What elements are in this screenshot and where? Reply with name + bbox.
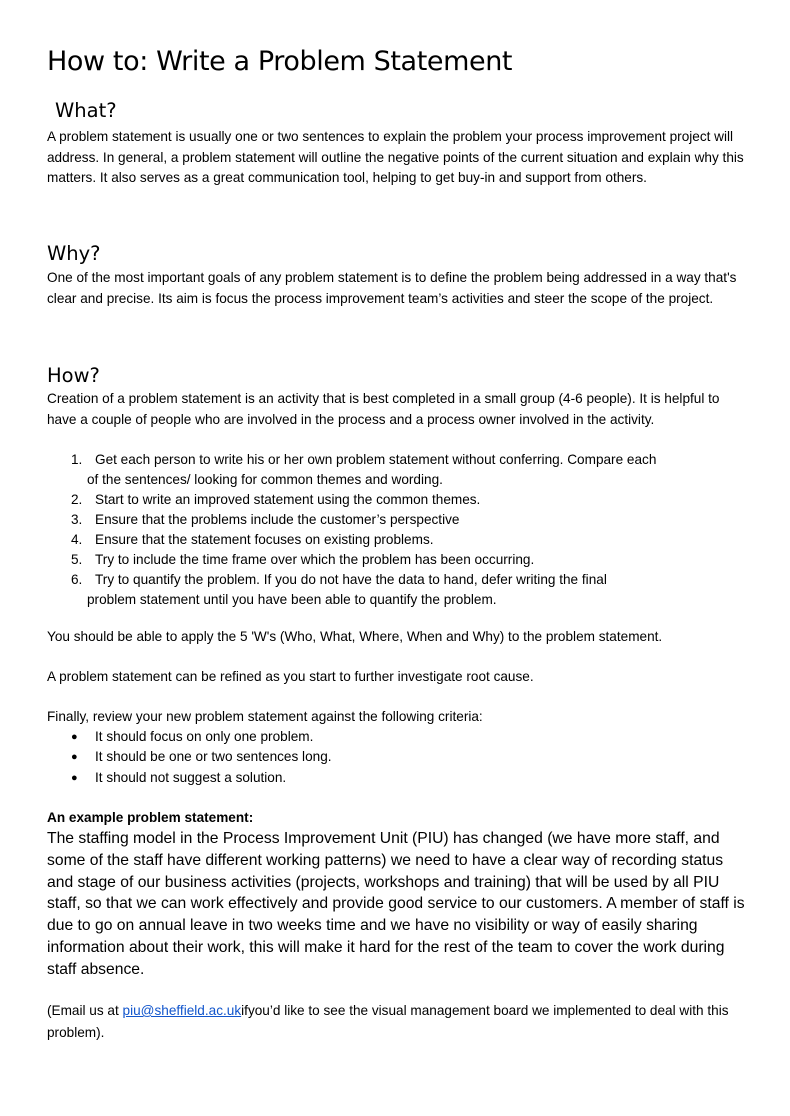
list-item: [47, 768, 747, 788]
criterion-text: It should not suggest a solution.: [95, 769, 287, 785]
step-continuation: problem statement until you have been able to quantify the problem.: [87, 592, 497, 607]
what-body: A problem statement is usually one or two sentences to explain the problem your process improvement project will address. In general, a problem statement will outline the negative points of the current situation and explain why this matters. It also serves as a great communication tool, helping to get buy-in and support from others.: [47, 129, 744, 185]
bullet-icon: ●: [71, 771, 78, 784]
how-intro: Creation of a problem statement is an activity that is best completed in a small group (4-6 people). It is helpful to have a couple of people who are involved in the process and a process owner involved in the activity.: [47, 391, 720, 427]
finally-paragraph: Finally, review your new problem statement against the following criteria:: [47, 709, 483, 724]
why-body: One of the most important goals of any problem statement is to define the problem being addressed in a way that's clear and precise. Its aim is focus the process improvement team’s activities and steer the scope of the project.: [47, 270, 737, 306]
contact-suffix: ifyou’d like to see the visual management board we implemented to deal with this problem).: [47, 1003, 729, 1040]
step-text: Ensure that the problems include the customer’s perspective: [95, 512, 460, 527]
step-text: Try to quantify the problem. If you do not have the data to hand, defer writing the final: [95, 572, 607, 587]
steps-list: [47, 450, 747, 610]
example-body: The staffing model in the Process Improvement Unit (PIU) has changed (we have more staff, and some of the staff have different working patterns) we need to have a clear way of recording status and stage of our business activities (projects, workshops and training) that will be used by all PIU staff, so that we can work effectively and provide good service to our customers. A member of staff is due to go on annual leave in two weeks time and we have no visibility or way of easily sharing information about their work, this will make it hard for the rest of the team to cover the work during staff absence.: [47, 830, 745, 978]
step-text: Get each person to write his or her own problem statement without conferring. Compare each: [95, 452, 657, 467]
bullet-icon: ●: [71, 731, 78, 743]
how-heading: How?: [47, 364, 100, 387]
criterion-text: It should focus on only one problem.: [95, 729, 314, 744]
email-link[interactable]: piu@sheffield.ac.uk: [122, 1003, 242, 1018]
list-item: [47, 490, 747, 510]
step-text: Ensure that the statement focuses on existing problems.: [95, 532, 434, 547]
five-ws-paragraph: You should be able to apply the 5 'W's (Who, What, Where, When and Why) to the problem statement.: [47, 629, 663, 644]
why-heading: Why?: [47, 242, 101, 265]
step-number: 1.: [71, 452, 83, 467]
list-item: [47, 530, 747, 550]
list-item: [47, 570, 747, 610]
contact-prefix: (Email us at: [47, 1003, 123, 1018]
list-item: [47, 450, 747, 490]
example-heading: An example problem statement:: [47, 810, 254, 825]
criteria-list: [47, 727, 747, 788]
step-text: Try to include the time frame over which the problem has been occurring.: [95, 552, 535, 567]
contact-paragraph: [47, 1000, 747, 1044]
list-item: [47, 550, 747, 570]
refined-paragraph: A problem statement can be refined as you start to further investigate root cause.: [47, 669, 534, 684]
list-item: [47, 510, 747, 530]
step-number: 6.: [71, 572, 83, 587]
step-text: Start to write an improved statement using the common themes.: [95, 492, 481, 507]
step-number: 4.: [71, 532, 83, 547]
page-title: How to: Write a Problem Statement: [47, 46, 513, 77]
bullet-icon: ●: [71, 751, 78, 764]
step-continuation: of the sentences/ looking for common themes and wording.: [87, 472, 443, 487]
list-item: [47, 747, 747, 767]
step-number: 5.: [71, 552, 83, 567]
list-item: [47, 727, 747, 747]
step-number: 3.: [71, 512, 83, 527]
step-number: 2.: [71, 492, 83, 507]
what-heading: What?: [55, 99, 117, 122]
criterion-text: It should be one or two sentences long.: [95, 749, 332, 765]
